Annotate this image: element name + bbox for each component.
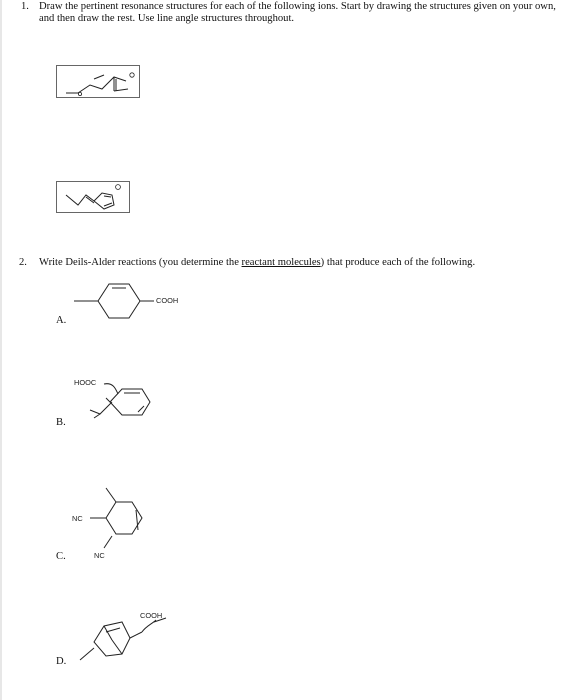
substituent-d: COOH <box>140 611 163 620</box>
substituent-a: COOH <box>156 296 179 305</box>
question-1-number: 1. <box>21 1 29 12</box>
structure-c <box>66 480 166 564</box>
structure-d <box>66 608 186 670</box>
structure-a <box>66 280 196 326</box>
part-d-label: D. <box>56 656 67 667</box>
substituent-b: HOOC <box>74 378 97 387</box>
question-1-text: Draw the pertinent resonance structures for each of the following ions. Start by drawing the structures given on your own, and then draw the rest. Use line angle structures throughout. <box>39 1 556 25</box>
structure-1-anion <box>56 65 140 98</box>
structure-2-cation <box>56 181 130 213</box>
substituent-c-2: NC <box>94 551 105 560</box>
part-b-label: B. <box>56 417 66 428</box>
structure-b <box>66 372 166 436</box>
part-c-label: C. <box>56 551 66 562</box>
reactant-molecules-underlined: reactant molecules <box>241 257 321 268</box>
question-2-number: 2. <box>19 257 27 268</box>
part-a-label: A. <box>56 315 67 326</box>
question-2-text-part: ) that produce each of the following. <box>320 257 476 268</box>
question-2-text <box>39 257 559 269</box>
question-2-text-part: Write Deils-Alder reactions (you determine the <box>39 257 242 268</box>
anion-charge-icon <box>78 92 81 95</box>
anion-charge-icon <box>130 73 134 77</box>
substituent-c-1: NC <box>72 514 83 523</box>
cation-charge-icon <box>116 185 121 190</box>
page-edge <box>0 0 2 700</box>
